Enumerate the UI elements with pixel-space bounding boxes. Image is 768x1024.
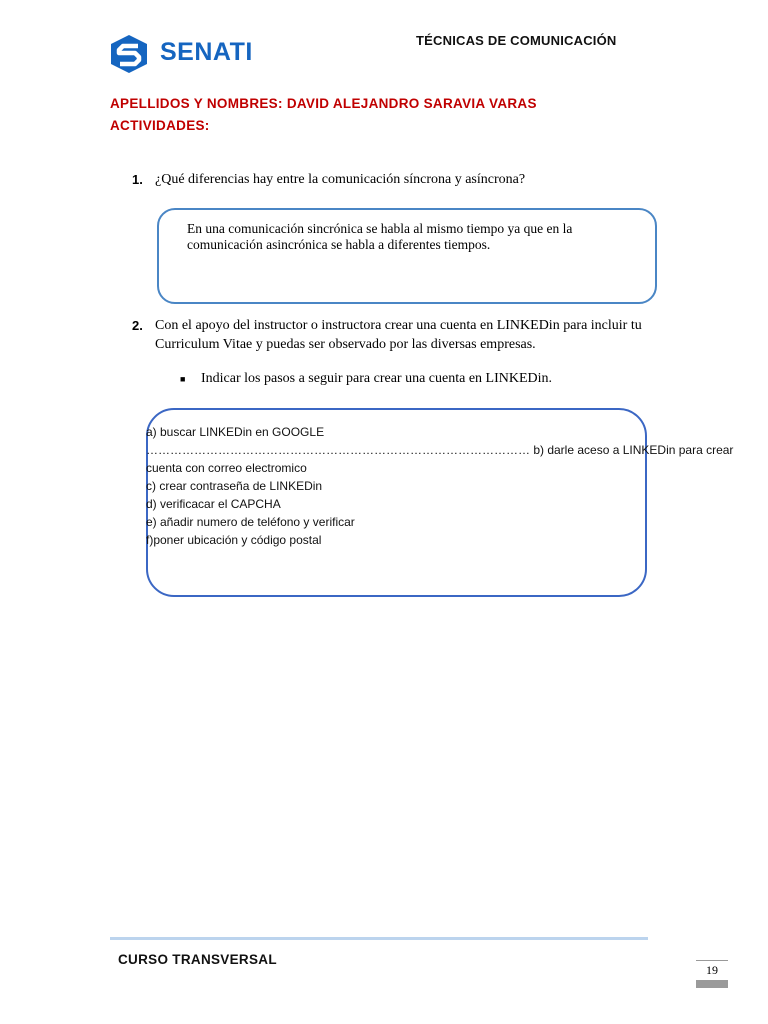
step-item: cuenta con correo electromico: [146, 461, 307, 475]
page-number: 19: [696, 960, 728, 978]
student-name: APELLIDOS Y NOMBRES: DAVID ALEJANDRO SARAVIA VARAS: [110, 96, 537, 111]
step-item: e) añadir numero de teléfono y verificar: [146, 515, 355, 529]
question-2-text: Con el apoyo del instructor o instructora crear una cuenta en LINKEDin para incluir tu Curriculum Vitae y puedas ser observado por las diversas empresas.: [155, 318, 642, 352]
question-2-bullet: Indicar los pasos a seguir para crear una cuenta en LINKEDin.: [201, 371, 553, 386]
page-number-bar: [696, 980, 728, 988]
step-item: d) verificacar el CAPCHA: [146, 497, 281, 511]
header-title: TÉCNICAS DE COMUNICACIÓN: [416, 33, 617, 48]
footer-course: CURSO TRANSVERSAL: [118, 952, 277, 967]
step-item: f)poner ubicación y código postal: [146, 533, 322, 547]
footer-divider: [110, 937, 648, 940]
question-1-number: 1.: [132, 172, 143, 187]
question-2-number: 2.: [132, 318, 143, 333]
step-item: …………………………………………………………………………………… b) darle aceso a LINKEDin para crear: [146, 443, 734, 457]
steps-list: [146, 423, 734, 549]
activities-label: ACTIVIDADES:: [110, 118, 210, 133]
logo-text: SENATI: [160, 38, 253, 66]
bullet-icon: ■: [180, 374, 186, 384]
step-item: c) crear contraseña de LINKEDin: [146, 479, 323, 493]
step-item: a) buscar LINKEDin en GOOGLE: [146, 425, 325, 439]
question-1-text: ¿Qué diferencias hay entre la comunicación síncrona y asíncrona?: [155, 172, 526, 187]
answer-1-text: En una comunicación sincrónica se habla al mismo tiempo ya que en la comunicación asincrónica se habla a diferentes tiempos.: [187, 221, 573, 252]
